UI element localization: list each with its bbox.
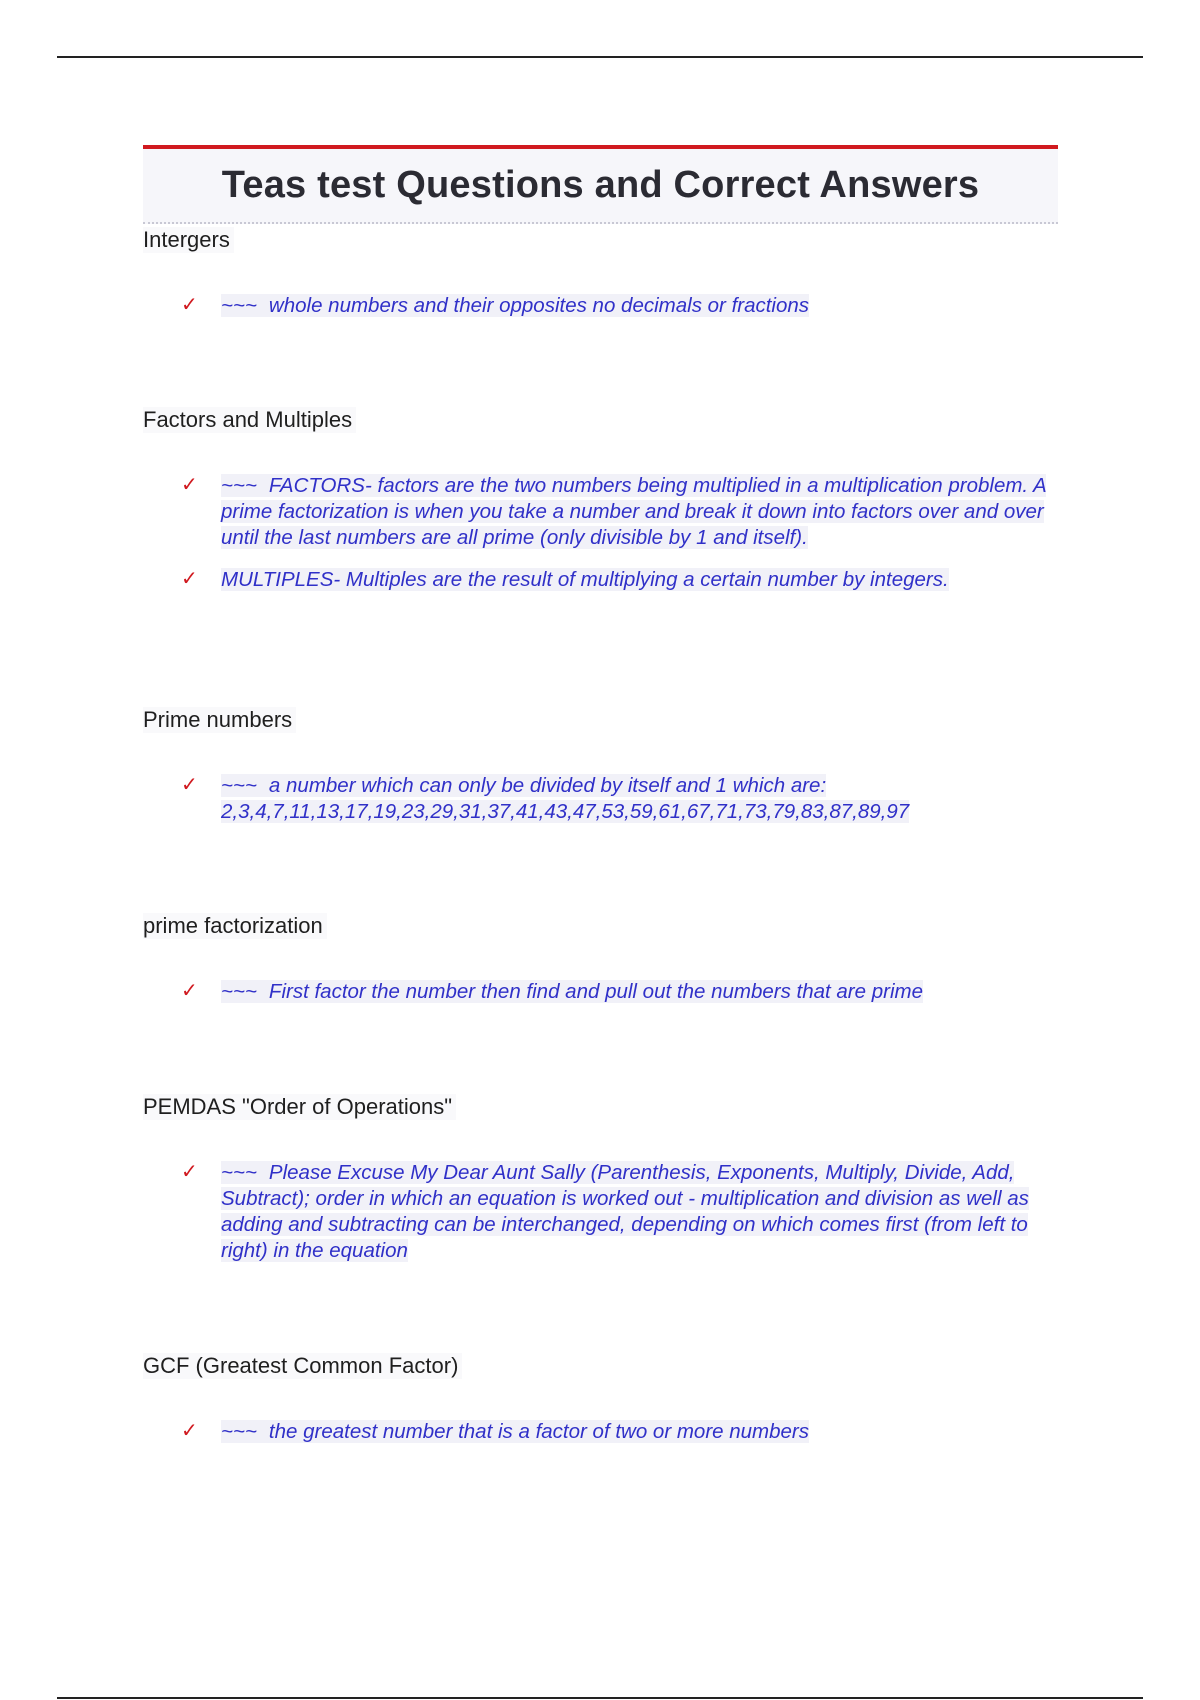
- answer-body: a number which can only be divided by itself and 1 which are: 2,3,4,7,11,13,17,19,23,29,31,37,41,43,47,53,59,61,67,71,73,79,83,87,89,97: [221, 774, 910, 823]
- answer-list: [143, 293, 1058, 319]
- answer-body: First factor the number then find and pull out the numbers that are prime: [268, 980, 923, 1003]
- answer-prefix: ~~~: [221, 1161, 257, 1184]
- check-icon: ✓: [181, 568, 198, 590]
- answer-body: whole numbers and their opposites no decimals or fractions: [268, 294, 810, 317]
- page-bottom-rule: [57, 1697, 1143, 1699]
- answer-prefix: ~~~: [221, 774, 257, 797]
- check-icon: ✓: [181, 294, 198, 316]
- answer-prefix: ~~~: [221, 474, 257, 497]
- qa-section-prime-factorization: [143, 913, 1058, 1021]
- answer-body: MULTIPLES- Multiples are the result of multiplying a certain number by integers.: [221, 568, 949, 591]
- question-heading: Prime numbers: [143, 707, 296, 733]
- check-icon: ✓: [181, 774, 198, 796]
- answer-item: [143, 1160, 1058, 1264]
- check-icon: ✓: [181, 980, 198, 1002]
- answer-list: [143, 1419, 1058, 1445]
- document-body: [143, 145, 1058, 1443]
- answer-prefix: ~~~: [221, 294, 257, 317]
- answer-text: [221, 1420, 809, 1443]
- answer-item: [143, 473, 1058, 551]
- check-icon: ✓: [181, 1420, 198, 1442]
- qa-section-pemdas: [143, 1094, 1058, 1280]
- answer-item: [143, 293, 1058, 319]
- check-icon: ✓: [181, 1161, 198, 1183]
- answer-text: [221, 474, 1046, 549]
- answer-text: [221, 568, 949, 591]
- answer-list: [143, 1160, 1058, 1264]
- qa-section-intergers: [143, 227, 1058, 335]
- answer-item: [143, 567, 1058, 593]
- answer-item: [143, 773, 1058, 825]
- qa-section-gcf: [143, 1353, 1058, 1461]
- answer-list: [143, 473, 1058, 593]
- question-heading: Factors and Multiples: [143, 407, 356, 433]
- answer-text: [221, 294, 809, 317]
- question-heading: prime factorization: [143, 913, 327, 939]
- qa-section-prime-numbers: [143, 707, 1058, 841]
- answer-list: [143, 979, 1058, 1005]
- answer-prefix: ~~~: [221, 1420, 257, 1443]
- answer-item: [143, 1419, 1058, 1445]
- answer-body: FACTORS- factors are the two numbers being multiplied in a multiplication problem. A prime factorization is when you take a number and break it down into factors over and over until the last numbers are all prime (only divisible by 1 and itself).: [221, 474, 1046, 549]
- answer-text: [221, 980, 923, 1003]
- question-heading: PEMDAS "Order of Operations": [143, 1094, 456, 1120]
- question-heading: Intergers: [143, 227, 234, 253]
- answer-text: [221, 774, 909, 823]
- document-title: Teas test Questions and Correct Answers: [221, 164, 980, 206]
- page-top-rule: [57, 56, 1143, 58]
- answer-item: [143, 979, 1058, 1005]
- answer-body: the greatest number that is a factor of two or more numbers: [268, 1420, 810, 1443]
- answer-body: Please Excuse My Dear Aunt Sally (Parenthesis, Exponents, Multiply, Divide, Add, Subtract); order in which an equation is worked out - multiplication and division as well as adding and subtracting can be interchanged, depending on which comes first (from left to right) in the equation: [221, 1161, 1029, 1262]
- question-heading: GCF (Greatest Common Factor): [143, 1353, 462, 1379]
- check-icon: ✓: [181, 474, 198, 496]
- title-banner: [143, 145, 1058, 224]
- answer-text: [221, 1161, 1029, 1262]
- answer-list: [143, 773, 1058, 825]
- answer-prefix: ~~~: [221, 980, 257, 1003]
- qa-section-factors-multiples: [143, 407, 1058, 609]
